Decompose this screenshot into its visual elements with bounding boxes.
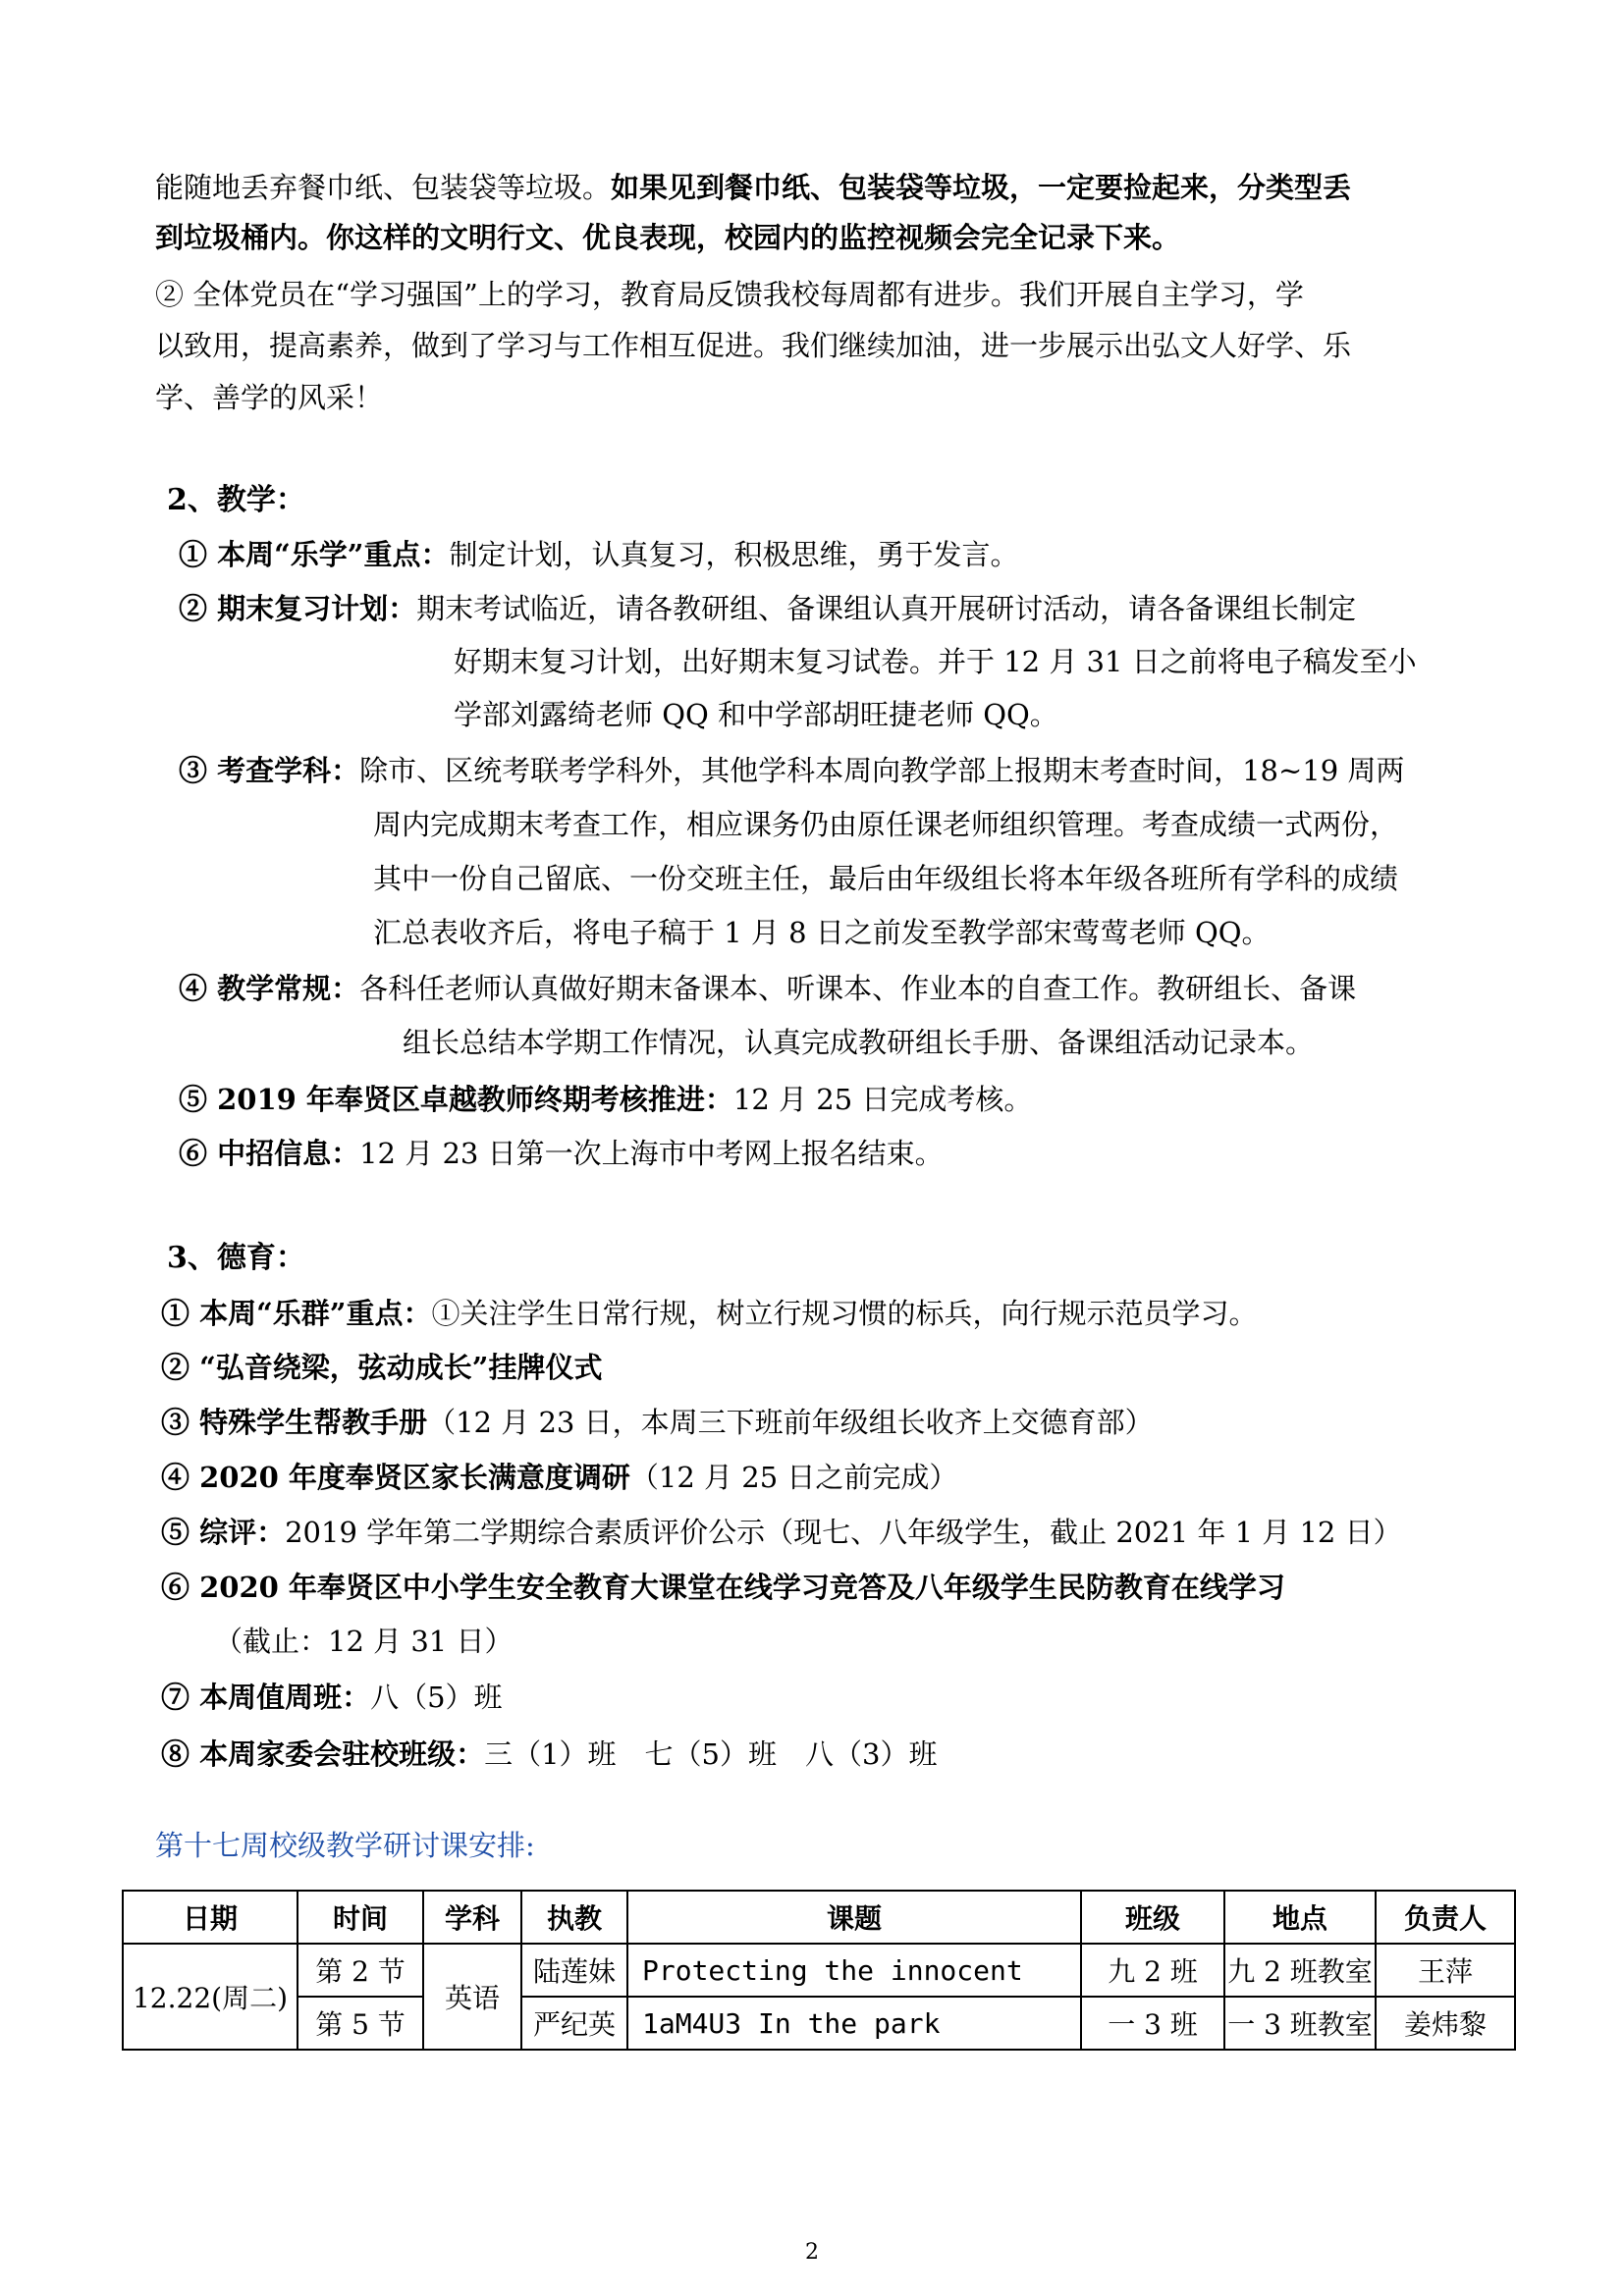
schedule-title: 第十七周校级教学研讨课安排: xyxy=(155,1829,535,1862)
moral-item-6: ⑥ 2020 年奉贤区中小学生安全教育大课堂在线学习竞答及八年级学生民防教育在线学习 xyxy=(161,1571,1285,1604)
teaching-item-5-text: 12 月 25 日完成考核。 xyxy=(732,1083,1033,1116)
header-date: 日期 xyxy=(123,1891,298,1944)
intro-line-3: ② 全体党员在“学习强国”上的学习，教育局反馈我校每周都有进步。我们开展自主学习，学 xyxy=(155,278,1304,311)
teaching-item-3-line-3: 其中一份自己留底、一份交班主任，最后由年级组长将本年级各班所有学科的成绩 xyxy=(373,862,1399,895)
teaching-item-2 xyxy=(179,589,1356,628)
teaching-item-1-label: ① 本周“乐学”重点： xyxy=(179,538,450,571)
moral-item-5-text: 2019 学年第二学期综合素质评价公示（现七、八年级学生，截止 2021 年 1 月 12 日） xyxy=(285,1516,1402,1549)
moral-item-3-text: （12 月 23 日，本周三下班前年级组长收齐上交德育部） xyxy=(427,1406,1154,1439)
teaching-item-3-line-4: 汇总表收齐后，将电子稿于 1 月 8 日之前发至教学部宋莺莺老师 QQ。 xyxy=(373,916,1271,949)
cell-topic: 1aM4U3 In the park xyxy=(627,1997,1081,2050)
teaching-item-4 xyxy=(179,969,1356,1008)
teaching-item-5 xyxy=(179,1080,1032,1119)
moral-item-4 xyxy=(161,1458,957,1497)
teaching-item-4-line-1: 各科任老师认真做好期末备课本、听课本、作业本的自查工作。教研组长、备课 xyxy=(359,972,1357,1005)
moral-heading: 3、德育： xyxy=(167,1241,305,1275)
teaching-item-1 xyxy=(179,535,1018,574)
cell-teacher: 陆莲妹 xyxy=(521,1944,627,1997)
header-owner: 负责人 xyxy=(1376,1891,1515,1944)
cell-place: 九 2 班教室 xyxy=(1224,1944,1376,1997)
cell-owner: 王萍 xyxy=(1376,1944,1515,1997)
teaching-item-3-line-2: 周内完成期末考查工作，相应课务仍由原任课老师组织管理。考查成绩一式两份， xyxy=(373,808,1399,841)
table-row xyxy=(123,1944,1515,1997)
moral-item-4-text: （12 月 25 日之前完成） xyxy=(629,1461,958,1494)
header-class: 班级 xyxy=(1081,1891,1224,1944)
teaching-item-3-label: ③ 考查学科： xyxy=(179,754,360,787)
teaching-item-3-line-1: 除市、区统考联考学科外，其他学科本周向教学部上报期末考查时间，18~19 周两 xyxy=(359,754,1405,787)
teaching-item-6-label: ⑥ 中招信息： xyxy=(179,1137,360,1170)
teaching-item-4-label: ④ 教学常规： xyxy=(179,972,360,1005)
moral-item-5 xyxy=(161,1513,1402,1552)
header-topic: 课题 xyxy=(627,1891,1081,1944)
cell-subject: 英语 xyxy=(423,1944,521,2050)
moral-item-8-text: 三（1）班 七（5）班 八（3）班 xyxy=(484,1737,938,1771)
intro-line-4: 以致用，提高素养，做到了学习与工作相互促进。我们继续加油，进一步展示出弘文人好学、乐 xyxy=(155,329,1352,362)
table-row xyxy=(123,1997,1515,2050)
intro-line-1-normal: 能随地丢弃餐巾纸、包装袋等垃圾。 xyxy=(155,171,612,204)
moral-item-8-label: ⑧ 本周家委会驻校班级： xyxy=(161,1737,485,1771)
cell-time: 第 2 节 xyxy=(298,1944,423,1997)
moral-item-1-text: ①关注学生日常行规，树立行规习惯的标兵，向行规示范员学习。 xyxy=(431,1297,1258,1330)
cell-date: 12.22(周二) xyxy=(123,1944,298,2050)
teaching-item-2-line-3: 学部刘露绮老师 QQ 和中学部胡旺捷老师 QQ。 xyxy=(454,698,1058,731)
teaching-item-3 xyxy=(179,751,1404,790)
moral-item-6-text: （截止：12 月 31 日） xyxy=(214,1625,514,1658)
moral-item-7 xyxy=(161,1678,503,1717)
table-header-row xyxy=(123,1891,1515,1944)
cell-owner: 姜炜黎 xyxy=(1376,1997,1515,2050)
teaching-item-2-label: ② 期末复习计划： xyxy=(179,592,417,625)
header-teacher: 执教 xyxy=(521,1891,627,1944)
cell-teacher: 严纪英 xyxy=(521,1997,627,2050)
header-place: 地点 xyxy=(1224,1891,1376,1944)
moral-item-7-label: ⑦ 本周值周班： xyxy=(161,1681,371,1714)
teaching-item-1-text: 制定计划，认真复习，积极思维，勇于发言。 xyxy=(449,538,1019,571)
header-subject: 学科 xyxy=(423,1891,521,1944)
moral-item-5-label: ⑤ 综评： xyxy=(161,1516,286,1549)
header-time: 时间 xyxy=(298,1891,423,1944)
moral-item-1 xyxy=(161,1294,1257,1333)
moral-item-3 xyxy=(161,1403,1154,1442)
moral-item-8 xyxy=(161,1735,937,1774)
teaching-item-6-text: 12 月 23 日第一次上海市中考网上报名结束。 xyxy=(359,1137,944,1170)
intro-line-5: 学、善学的风采！ xyxy=(155,381,384,414)
moral-item-2: ② “弘音绕梁，弦动成长”挂牌仪式 xyxy=(161,1351,603,1384)
cell-topic: Protecting the innocent xyxy=(627,1944,1081,1997)
teaching-item-2-line-2: 好期末复习计划，出好期末复习试卷。并于 12 月 31 日之前将电子稿发至小 xyxy=(454,645,1417,678)
intro-line-1 xyxy=(155,168,1351,207)
teaching-item-2-line-1: 期末考试临近，请各教研组、备课组认真开展研讨活动，请各备课组长制定 xyxy=(416,592,1357,625)
moral-item-7-text: 八（5）班 xyxy=(370,1681,503,1714)
moral-item-1-label: ① 本周“乐群”重点： xyxy=(161,1297,432,1330)
intro-line-2: 到垃圾桶内。你这样的文明行文、优良表现，校园内的监控视频会完全记录下来。 xyxy=(155,221,1181,254)
cell-time: 第 5 节 xyxy=(298,1997,423,2050)
teaching-item-4-line-2: 组长总结本学期工作情况，认真完成教研组长手册、备课组活动记录本。 xyxy=(403,1026,1315,1059)
page-number: 2 xyxy=(805,2240,819,2265)
cell-class: 一 3 班 xyxy=(1081,1997,1224,2050)
intro-line-1-bold: 如果见到餐巾纸、包装袋等垃圾，一定要捡起来，分类型丢 xyxy=(611,171,1352,204)
teaching-heading: 2、教学： xyxy=(167,483,305,517)
teaching-item-6 xyxy=(179,1134,944,1173)
cell-class: 九 2 班 xyxy=(1081,1944,1224,1997)
moral-item-3-label: ③ 特殊学生帮教手册 xyxy=(161,1406,428,1439)
schedule-table xyxy=(122,1890,1516,2051)
cell-place: 一 3 班教室 xyxy=(1224,1997,1376,2050)
teaching-item-5-label: ⑤ 2019 年奉贤区卓越教师终期考核推进： xyxy=(179,1083,733,1116)
moral-item-4-label: ④ 2020 年度奉贤区家长满意度调研 xyxy=(161,1461,630,1494)
